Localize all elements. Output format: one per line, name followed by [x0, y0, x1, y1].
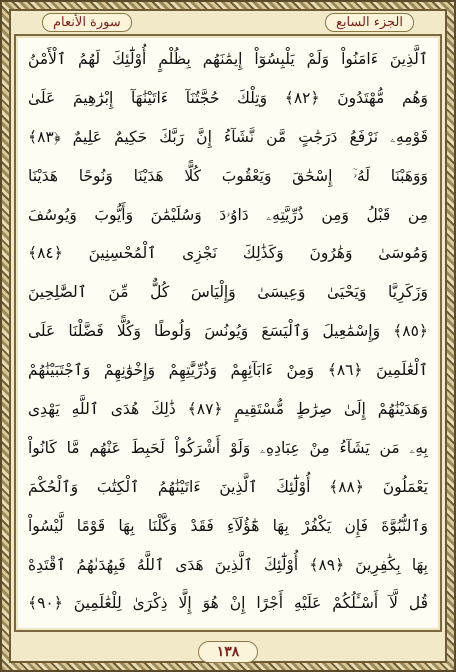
verse-line: يَعْمَلُونَ ﴿٨٨﴾ أُوْلَٰٓئِكَ ٱلَّذِينَ ءَاتَيْنَٰهُمُ ٱلْكِتَٰبَ وَٱلْحُكْمَ: [28, 477, 428, 496]
verse-line: وَوَهَبْنَا لَهُۥٓ إِسْحَٰقَ وَيَعْقُوبَ كُلًّا هَدَيْنَا وَنُوحًا هَدَيْنَا: [28, 166, 428, 185]
verse-line: بِهِۦ مَن يَشَآءُ مِنْ عِبَادِهِۦ وَلَوْ أَشْرَكُواْ لَحَبِطَ عَنْهُم مَّا كَانُواْ: [28, 438, 428, 457]
page-number: ١٣٨: [198, 641, 259, 663]
page-footer: [0, 640, 456, 664]
verse-line: وَهَدَيْنَٰهُمْ إِلَىٰ صِرَٰطٍ مُّسْتَقِيمٍ ﴿٨٧﴾ ذَٰلِكَ هُدَى ٱللَّهِ يَهْدِى: [28, 400, 428, 419]
verse-line: وَزَكَرِيَّا وَيَحْيَىٰ وَعِيسَىٰ وَإِلْيَاسَ كُلٌّ مِّنَ ٱلصَّٰلِحِينَ: [28, 283, 428, 302]
surah-name-label: سورة الأنعام: [42, 13, 132, 32]
verse-line: ٱلْعَٰلَمِينَ ﴿٨٦﴾ وَمِنْ ءَابَآئِهِمْ وَذُرِّيَّٰتِهِمْ وَإِخْوَٰنِهِمْ وَٱجْتَبَيْنَٰهُمْ: [28, 361, 428, 380]
verse-line: وَٱلنُّبُوَّةَ فَإِن يَكْفُرْ بِهَا هَٰٓؤُلَآءِ فَقَدْ وَكَّلْنَا بِهَا قَوْمًا لَّيْسُواْ: [28, 516, 428, 535]
verse-line: بِهَا بِكَٰفِرِينَ ﴿٨٩﴾ أُوْلَٰٓئِكَ ٱلَّذِينَ هَدَى ٱللَّهُ فَبِهُدَىٰهُمُ ٱقْتَدِهْ: [28, 555, 428, 574]
verse-lines: [28, 40, 428, 623]
page-header: [14, 12, 442, 32]
verse-line: قَوْمِهِۦ نَرْفَعُ دَرَجَٰتٍ مَّن نَّشَآءُ إِنَّ رَبَّكَ حَكِيمٌ عَلِيمٌ ﴿٨٣﴾: [28, 127, 428, 146]
verse-line: وَمُوسَىٰ وَهَٰرُونَ وَكَذَٰلِكَ نَجْزِى ٱلْمُحْسِنِينَ ﴿٨٤﴾: [28, 244, 428, 263]
verse-line: مِن قَبْلُ وَمِن ذُرِّيَّتِهِۦ دَاوُۥدَ وَسُلَيْمَٰنَ وَأَيُّوبَ وَيُوسُفَ: [28, 205, 428, 224]
verse-line: ﴿٨٥﴾ وَإِسْمَٰعِيلَ وَٱلْيَسَعَ وَيُونُسَ وَلُوطًا وَكُلًّا فَضَّلْنَا عَلَى: [28, 322, 428, 341]
verse-line: قُل لَّآ أَسْـَٔلُكُمْ عَلَيْهِ أَجْرًا إِنْ هُوَ إِلَّا ذِكْرَىٰ لِلْعَٰلَمِينَ ﴿٩٠﴾: [28, 594, 428, 613]
verse-line: وَهُم مُّهْتَدُونَ ﴿٨٢﴾ وَتِلْكَ حُجَّتُنَآ ءَاتَيْنَٰهَآ إِبْرَٰهِيمَ عَلَىٰ: [28, 88, 428, 107]
verse-line: ٱلَّذِينَ ءَامَنُواْ وَلَمْ يَلْبِسُوٓاْ إِيمَٰنَهُم بِظُلْمٍ أُوْلَٰٓئِكَ لَهُمُ ٱلْأَمْنُ: [28, 50, 428, 68]
juz-label: الجزء السابع: [325, 13, 414, 32]
